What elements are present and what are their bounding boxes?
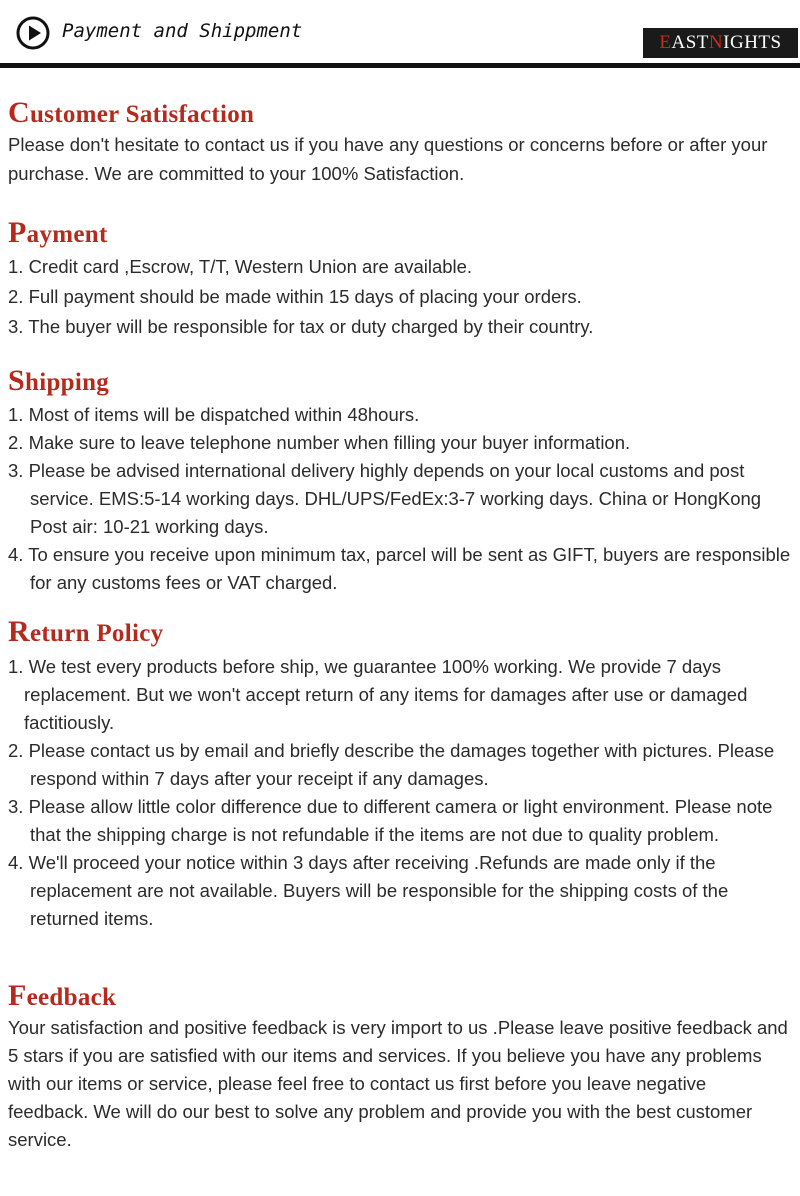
section-title-feedback: Feedback — [8, 979, 117, 1012]
section-title-shipping: Shipping — [8, 364, 110, 397]
page-title: Payment and Shippment — [62, 20, 303, 42]
brand-logo — [643, 28, 798, 58]
brand-logo-accent: N — [708, 32, 724, 53]
return-policy-list — [0, 653, 800, 933]
section-title-payment: Payment — [8, 216, 108, 249]
shipping-list — [0, 401, 800, 597]
section-payment — [0, 218, 800, 342]
list-item: 3. Please allow little color difference due to different camera or light environment. Please note that the shipping charge is not refundable if the items are not due to quality problem. — [8, 796, 773, 845]
list-item: 2. Full payment should be made within 15 days of placing your orders. — [8, 286, 582, 307]
section-title-customer-satisfaction: Customer Satisfaction — [8, 96, 255, 129]
list-item: 3. The buyer will be responsible for tax or duty charged by their country. — [8, 316, 594, 337]
brand-logo-part1: AST — [671, 32, 709, 53]
section-feedback — [0, 981, 800, 1154]
list-item: 4. To ensure you receive upon minimum tax, parcel will be sent as GIFT, buyers are responsible for any customs fees or VAT charged. — [8, 544, 791, 593]
page-header — [0, 0, 800, 70]
list-item: 1. Credit card ,Escrow, T/T, Western Union are available. — [8, 256, 473, 277]
brand-logo-initial: E — [659, 32, 672, 53]
header-divider — [0, 63, 800, 68]
brand-logo-part2: IGHTS — [723, 32, 782, 53]
play-circle-icon — [16, 16, 50, 50]
list-item: 1. Most of items will be dispatched within 48hours. — [8, 404, 420, 425]
list-item: 1. We test every products before ship, we guarantee 100% working. We provide 7 days replacement. But we won't accept return of any items for damages after use or damaged factitiously. — [8, 656, 748, 733]
section-title-return-policy: Return Policy — [8, 615, 164, 648]
list-item: 3. Please be advised international delivery highly depends on your local customs and post service. EMS:5-14 working days. DHL/UPS/FedEx:3-7 working days. China or HongKong Post air: 10-21 working days. — [8, 460, 762, 537]
list-item: 2. Please contact us by email and briefly describe the damages together with pictures. Please respond within 7 days after your receipt if any damages. — [8, 740, 775, 789]
section-shipping — [0, 366, 800, 597]
payment-list — [0, 252, 800, 342]
list-item: 2. Make sure to leave telephone number when filling your buyer information. — [8, 432, 631, 453]
feedback-text: Your satisfaction and positive feedback is very import to us .Please leave positive feedback and 5 stars if you are satisfied with our items and services. If you believe you have any problems with our items or service, please feel free to contact us first before you leave negative feedback. We will do our best to solve any problem and provide you with the best customer service. — [8, 1017, 788, 1150]
satisfaction-text: Please don't hesitate to contact us if you have any questions or concerns before or after your purchase. We are committed to your 100% Satisfaction. — [8, 134, 768, 184]
section-customer-satisfaction — [0, 98, 800, 188]
list-item: 4. We'll proceed your notice within 3 days after receiving .Refunds are made only if the replacement are not available. Buyers will be responsible for the shipping costs of the returned items. — [8, 852, 729, 929]
section-return-policy — [0, 617, 800, 933]
